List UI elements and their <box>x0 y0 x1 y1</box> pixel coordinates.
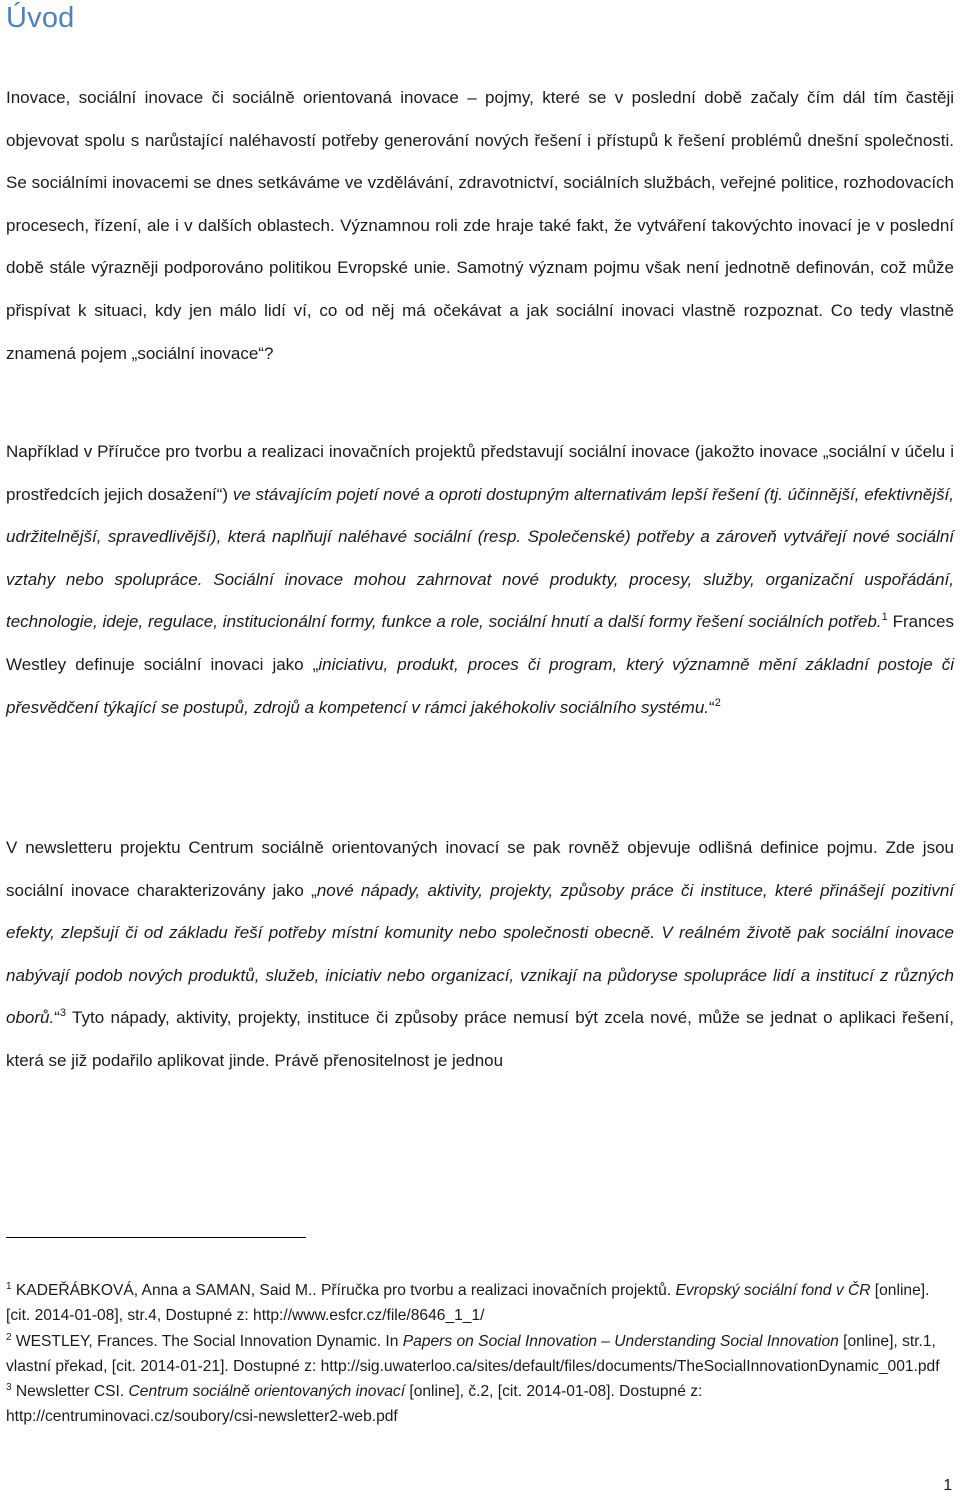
footnote-1-text: KADEŘÁBKOVÁ, Anna a SAMAN, Said M.. Příručka pro tvorbu a realizaci inovačních projektů. <box>11 1282 676 1299</box>
footnote-2-citation: [online], str.1, vlastní překad, [cit. 2014-01-21]. Dostupné z: http://sig.uwaterloo.ca/sites/default/files/documents/TheSocialInnovationDynamic_001.pdf <box>6 1332 940 1375</box>
footnote-3 <box>6 1379 946 1430</box>
paragraph-3-text-2: Tyto nápady, aktivity, projekty, instituce či způsoby práce nemusí být zcela nové, může se jednat o aplikaci řešení, která se již podařilo aplikovat jinde. Právě přenositelnost je jednou <box>6 1008 954 1070</box>
footnote-number-3: 3 <box>6 1382 12 1394</box>
paragraph-2-quote-1: ve stávajícím pojetí nové a oproti dostupným alternativám lepší řešení (tj. účinnější, efektivnější, udržitelnější, spravedlivější), která naplňují naléhavé sociální (resp. Společenské) potřeby a zároveň vytvářejí nové sociální vztahy nebo spolupráce. Sociální inovace mohou zahrnovat nové produkty, procesy, služby, organizační uspořádání, technologie, ideje, regulace, institucionální formy, funkce a role, sociální hnutí a další formy řešení sociálních potřeb. <box>6 484 954 632</box>
paragraph-2-text-1: Například v Příručce pro tvorbu a realizaci inovačních projektů představují sociální inovace (jakožto inovace „sociální v účelu i prostředcích jejich dosažení“) <box>6 442 954 504</box>
footnote-1-citation: [online]. [cit. 2014-01-08], str.4, Dostupné z: http://www.esfcr.cz/file/8646_1_1/ <box>6 1282 930 1325</box>
paragraph-2 <box>6 431 954 729</box>
paragraph-1-sentence-3: Významnou roli zde hraje také fakt, že vytváření takovýchto inovací je v poslední době stále výrazněji podporováno politikou Evropské unie. <box>6 215 955 278</box>
footnote-ref-2[interactable]: 2 <box>714 696 721 709</box>
footnote-2 <box>6 1329 946 1380</box>
footnote-number-2: 2 <box>6 1331 12 1343</box>
paragraph-2-closing-quote: “ <box>709 697 715 717</box>
footnote-ref-3[interactable]: 3 <box>59 1007 66 1020</box>
footnotes <box>6 1278 946 1430</box>
footnote-1 <box>6 1278 946 1329</box>
paragraph-1-sentence-4: Samotný význam pojmu však není jednotně definován, což může přispívat k situaci, kdy jen málo lidí ví, co od něj má očekávat a jak sociální inovaci vlastně rozpoznat. Co tedy vlastně znamená pojem „sociální inovace“? <box>6 258 954 363</box>
footnote-ref-1[interactable]: 1 <box>881 611 888 624</box>
paragraph-1-sentence-1: Inovace, sociální inovace či sociálně orientovaná inovace – pojmy, které se v poslední době začaly čím dál tím častěji objevovat spolu s narůstající naléhavostí potřeby generování nových řešení i přístupů k řešení problémů dnešní společnosti. <box>6 88 954 150</box>
footnote-3-text: Newsletter CSI. <box>11 1383 129 1401</box>
footnote-2-source: Papers on Social Innovation – Understanding Social Innovation <box>402 1332 839 1350</box>
paragraph-3 <box>6 827 954 1083</box>
paragraph-1 <box>6 77 954 375</box>
footnote-1-source: Evropský sociální fond v ČR <box>675 1282 871 1299</box>
section-heading: Úvod <box>6 2 75 34</box>
footnote-3-source: Centrum sociálně orientovaných inovací <box>128 1383 406 1401</box>
paragraph-2-quote-2: iniciativu, produkt, proces či program, který významně mění základní postoje či přesvědčení týkající se postupů, zdrojů a kompetencí v rámci jakéhokoliv sociálního systému. <box>6 654 954 717</box>
paragraph-1-sentence-2: Se sociálními inovacemi se dnes setkáváme ve vzdělávání, zdravotnictví, sociálních službách, veřejné politice, rozhodovacích procesech, řízení, ale i v dalších oblastech. <box>6 173 954 235</box>
footnote-3-citation: [online], č.2, [cit. 2014-01-08]. Dostupné z: http://centruminovaci.cz/soubory/csi-newsletter2-web.pdf <box>6 1383 703 1426</box>
footnote-number-1: 1 <box>6 1281 12 1292</box>
footnote-separator <box>6 1237 306 1238</box>
paragraph-3-text-1: V newsletteru projektu Centrum sociálně orientovaných inovací se pak rovněž objevuje odlišná definice pojmu. Zde jsou sociální inovace charakterizovány jako „ <box>6 838 954 900</box>
footnote-2-text: WESTLEY, Frances. The Social Innovation Dynamic. In <box>11 1332 403 1350</box>
paragraph-2-text-2: Frances Westley definuje sociální inovaci jako „ <box>6 612 955 674</box>
paragraph-3-quote: nové nápady, aktivity, projekty, způsoby práce či instituce, které přinášejí pozitivní efekty, zlepšují či od základu řeší potřeby místní komunity nebo společnosti obecně. V reálném životě pak sociální inovace nabývají podob nových produktů, služeb, iniciativ nebo organizací, vznikají na půdoryse spolupráce lidí a institucí z různých oborů. <box>6 880 954 1028</box>
page-number: 1 <box>943 1477 952 1494</box>
paragraph-3-closing-quote: “ <box>54 1008 60 1028</box>
